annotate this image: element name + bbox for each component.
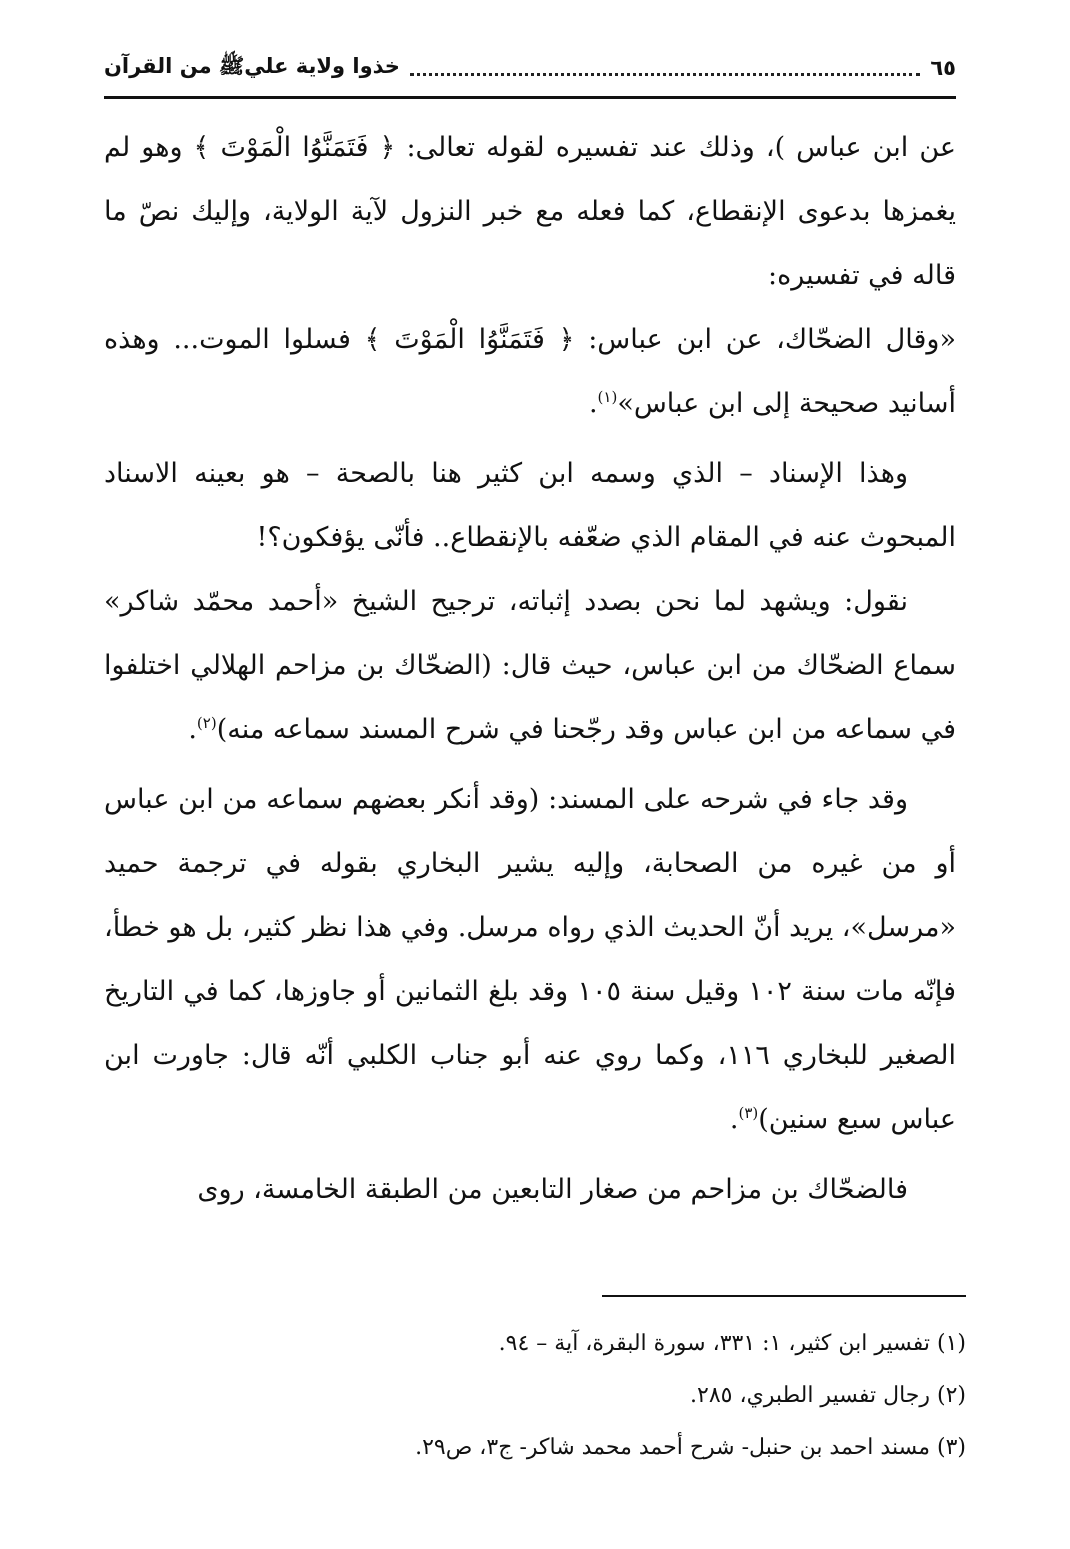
main-text: [104, 116, 956, 1222]
footnote-ref-1: (١): [597, 388, 618, 406]
footnotes: [104, 1318, 966, 1474]
paragraph-5-text: وقد جاء في شرحه على المسند: (وقد أنكر بعضهم سماعه من ابن عباس أو من غيره من الصحابة، وإليه يشير البخاري بقوله في ترجمة حميد «مرسل»، يريد أنّ الحديث الذي رواه مرسل. وفي هذا نظر كثير، بل هو خطأ، فإنّه مات سنة ١٠٢ وقيل سنة ١٠٥ وقد بلغ الثمانين أو جاوزها، كما في التاريخ الصغير للبخاري ١١٦، وكما روي عنه أبو جناب الكلبي أنّه قال: جاورت ابن عباس سبع سنين): [104, 784, 956, 1135]
paragraph-3: وهذا الإسناد – الذي وسمه ابن كثير هنا بالصحة – هو بعينه الاسناد المبحوث عنه في المقام الذي ضعّفه بالإنقطاع.. فأنّى يؤفكون؟!: [104, 458, 956, 553]
footnote-1: (١) تفسير ابن كثير، ١: ٣٣١، سورة البقرة، آية – ٩٤.: [498, 1331, 966, 1356]
footnote-ref-2: (٢): [196, 714, 217, 732]
header-dot-leader: [410, 73, 920, 76]
paragraph-2: «وقال الضحّاك، عن ابن عباس: ﴿ فَتَمَنَّوُا الْمَوْتَ ﴾ فسلوا الموت... وهذه أسانيد صحيحة إلى ابن عباس»$^{(١)}$.: [104, 324, 956, 419]
footnote-3: (٣) مسند احمد بن حنبل- شرح أحمد محمد شاكر- ج٣، ص٢٩.: [415, 1435, 966, 1460]
running-header: [104, 48, 956, 88]
page-number: ٦٥: [930, 56, 956, 80]
paragraph-4: نقول: ويشهد لما نحن بصدد إثباته، ترجيح الشيخ «أحمد محمّد شاكر» سماع الضحّاك من ابن عباس، حيث قال: (الضحّاك بن مزاحم الهلالي اختلفوا في سماعه من ابن عباس وقد رجّحنا في شرح المسند سماعه منه)$^{(٢)}$.: [104, 586, 956, 745]
paragraph-5: وقد جاء في شرحه على المسند: (وقد أنكر بعضهم سماعه من ابن عباس أو من غيره من الصحابة، وإليه يشير البخاري بقوله في ترجمة حميد «مرسل»، يريد أنّ الحديث الذي رواه مرسل. وفي هذا نظر كثير، بل هو خطأ، فإنّه مات سنة ١٠٢ وقيل سنة ١٠٥ وقد بلغ الثمانين أو جاوزها، كما في التاريخ الصغير للبخاري ١١٦، وكما روي عنه أبو جناب الكلبي أنّه قال: جاورت ابن عباس سبع سنين)$^{(٣)}$.: [104, 784, 956, 1135]
paragraph-2-text: «وقال الضحّاك، عن ابن عباس: ﴿ فَتَمَنَّوُا الْمَوْتَ ﴾ فسلوا الموت... وهذه أسانيد صحيحة إلى ابن عباس»: [104, 324, 956, 419]
footnote-separator: [602, 1295, 966, 1297]
paragraph-4-text: نقول: ويشهد لما نحن بصدد إثباته، ترجيح الشيخ «أحمد محمّد شاكر» سماع الضحّاك من ابن عباس، حيث قال: (الضحّاك بن مزاحم الهلالي اختلفوا في سماعه من ابن عباس وقد رجّحنا في شرح المسند سماعه منه): [104, 586, 956, 745]
footnote-2: (٢) رجال تفسير الطبري، ٢٨٥.: [690, 1383, 966, 1408]
paragraph-6: فالضحّاك بن مزاحم من صغار التابعين من الطبقة الخامسة، روى: [197, 1174, 908, 1205]
paragraph-1: عن ابن عباس )، وذلك عند تفسيره لقوله تعالى: ﴿ فَتَمَنَّوُا الْمَوْتَ ﴾ وهو لم يغمزها بدعوى الإنقطاع، كما فعله مع خبر النزول لآية الولاية، وإليك نصّ ما قاله في تفسيره:: [104, 132, 956, 291]
footnote-ref-3: (٣): [738, 1104, 759, 1122]
header-rule: [104, 96, 956, 99]
running-title: خذوا ولاية عليﷺ من القرآن: [104, 53, 400, 78]
